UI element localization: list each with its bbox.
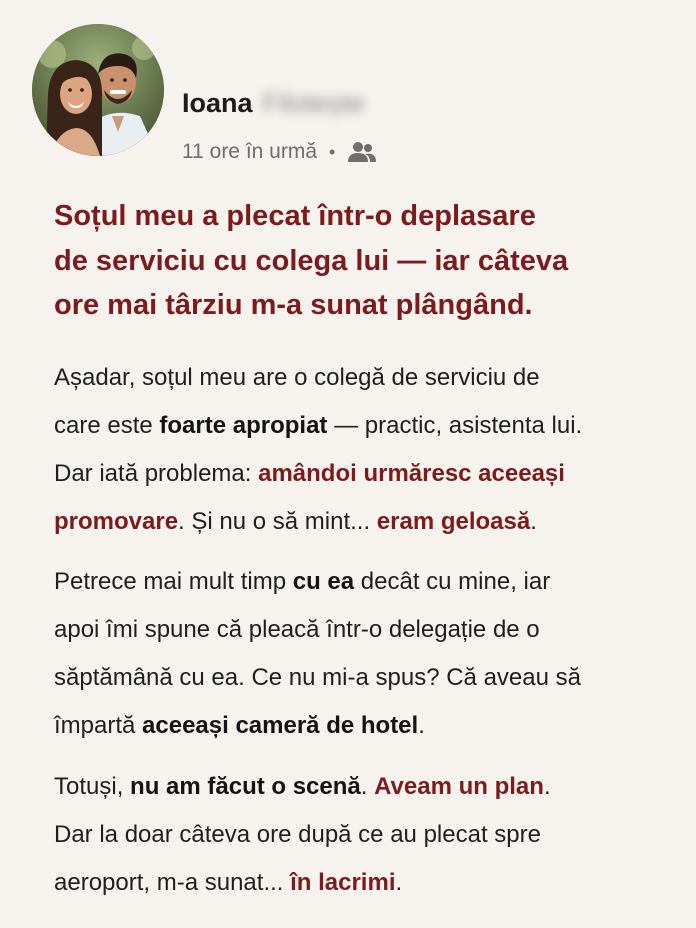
headline-line-3: ore mai târziu m-a sunat plângând.	[54, 289, 533, 321]
p3-text-6: .	[395, 869, 403, 896]
post-headline	[54, 194, 654, 328]
p3-bold-1: nu am făcut o scenă	[130, 773, 361, 800]
p1-highlight-3: eram geloasă	[376, 508, 531, 535]
headline-line-2: de serviciu cu colega lui — iar câteva	[54, 244, 569, 277]
p2-text-4: săptămână cu ea. Ce nu mi-a spus? Că aveau să	[54, 664, 581, 691]
p3-highlight-1: Aveam un plan	[374, 773, 544, 800]
p1-highlight-2: promovare	[54, 508, 179, 535]
meta-separator: •	[329, 141, 336, 162]
post-timestamp[interactable]: 11 ore în urmă	[182, 140, 318, 163]
p1-text-5: . Și nu o să mint...	[178, 508, 377, 535]
post-paragraph-3	[54, 763, 674, 907]
headline-line-1: Soțul meu a plecat într-o deplasare	[54, 200, 536, 232]
p1-bold-1: foarte apropiat	[159, 412, 328, 439]
p2-text-5: împartă	[54, 712, 143, 739]
post-header	[32, 24, 652, 163]
p3-text-3: .	[543, 773, 551, 800]
p3-text-2: .	[360, 773, 375, 800]
p2-bold-2: aceeași cameră de hotel	[142, 712, 419, 739]
couple-avatar-icon	[32, 24, 164, 156]
author-last-name-blurred: Filotește	[262, 88, 365, 118]
p1-text-4: Dar iată problema:	[54, 460, 259, 487]
p2-text-2: decât cu mine, iar	[354, 568, 551, 595]
avatar[interactable]	[32, 24, 164, 156]
p2-text-1: Petrece mai mult timp	[54, 568, 293, 595]
p1-text-2: care este	[54, 412, 160, 439]
post-paragraph-1	[54, 354, 674, 546]
p1-text-3: — practic, asistenta lui.	[327, 412, 583, 439]
author-first-name: Ioana	[182, 88, 253, 118]
p1-text-6: .	[530, 508, 537, 535]
post-meta	[182, 140, 377, 164]
p3-text-1: Totuși,	[54, 773, 131, 800]
p3-highlight-2: în lacrimi	[290, 869, 396, 896]
p1-text-1: Așadar, soțul meu are o colegă de serviciu de	[54, 364, 540, 391]
p2-text-3: apoi îmi spune că pleacă într-o delegație de o	[54, 616, 540, 643]
p3-text-4: Dar la doar câteva ore după ce au plecat spre	[54, 821, 541, 848]
p2-text-6: .	[418, 712, 425, 739]
p2-bold-1: cu ea	[292, 568, 355, 595]
author-name[interactable]	[182, 88, 365, 119]
p3-text-5: aeroport, m-a sunat...	[54, 869, 291, 896]
friends-icon[interactable]	[347, 141, 377, 163]
post-paragraph-2	[54, 558, 674, 750]
p1-highlight-1: amândoi urmăresc aceeași	[258, 460, 565, 487]
